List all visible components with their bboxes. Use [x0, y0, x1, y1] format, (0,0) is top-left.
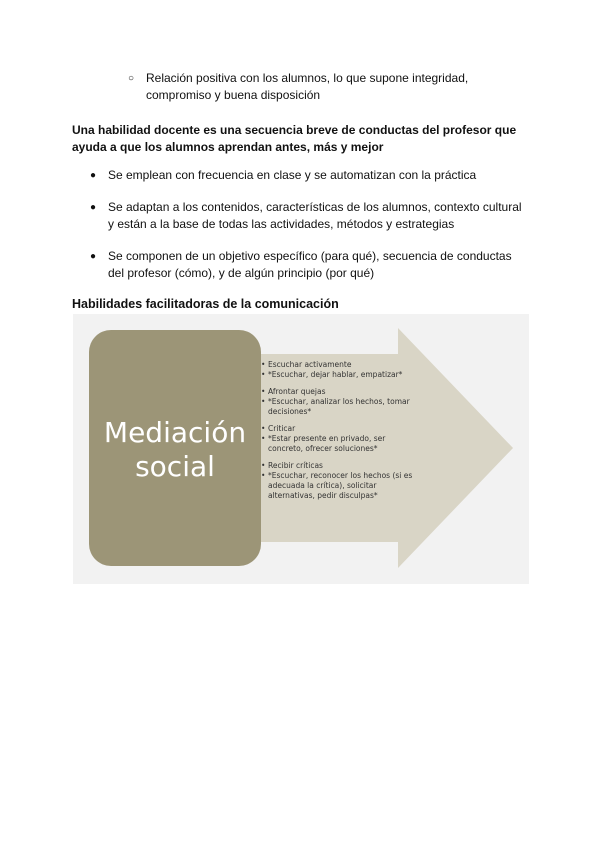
skill-group	[261, 424, 431, 454]
bullet-item	[90, 167, 530, 184]
box-title	[89, 416, 261, 484]
bullet-line-2: y están a la base de todas las actividades, métodos y estrategias	[108, 217, 455, 231]
filled-circle-bullet-icon: ●	[90, 170, 97, 181]
mediation-diagram	[73, 314, 529, 584]
skill-title: • Criticar	[261, 424, 431, 434]
box-title-line-1: Mediación	[103, 416, 247, 449]
skill-title: • Escuchar activamente	[261, 360, 431, 370]
bullet-line-1: Se emplean con frecuencia en clase y se automatizan con la práctica	[108, 168, 477, 182]
filled-circle-bullet-icon: ●	[90, 202, 97, 213]
skill-group	[261, 360, 431, 380]
skill-title: • Afrontar quejas	[261, 387, 431, 397]
skill-detail-line: • *Estar presente en privado, ser	[268, 434, 386, 443]
definition-paragraph	[72, 122, 532, 156]
skill-detail-line: • *Escuchar, reconocer los hechos (si es	[268, 471, 413, 480]
bullet-item	[90, 248, 530, 282]
bullet-line-2: del profesor (cómo), y de algún principio (por qué)	[108, 266, 375, 280]
bullet-line-1: Se adaptan a los contenidos, características de los alumnos, contexto cultural	[108, 200, 522, 214]
skill-detail: • *Escuchar, dejar hablar, empatizar*	[261, 370, 431, 380]
filled-circle-bullet-icon: ●	[90, 251, 97, 262]
skill-title: • Recibir críticas	[261, 461, 431, 471]
sub-bullet-line-2: compromiso y buena disposición	[146, 88, 321, 102]
definition-line-1: Una habilidad docente es una secuencia breve de conductas del profesor que	[72, 123, 517, 137]
skill-detail-line: concreto, ofrecer soluciones*	[268, 444, 378, 453]
skill-detail-line: adecuada la crítica), solicitar	[268, 481, 377, 490]
hollow-circle-bullet-icon: ○	[128, 73, 135, 84]
box-title-line-2: social	[135, 450, 215, 483]
sub-bullet-item	[128, 70, 508, 104]
sub-bullet-line-1: Relación positiva con los alumnos, lo que supone integridad,	[146, 71, 469, 85]
mediation-box	[89, 330, 261, 566]
skill-group	[261, 387, 431, 417]
skill-group	[261, 461, 431, 501]
skill-detail	[261, 397, 431, 417]
skill-detail-line: decisiones*	[268, 407, 312, 416]
definition-line-2: ayuda a que los alumnos aprendan antes, más y mejor	[72, 140, 384, 154]
skill-detail	[261, 471, 431, 501]
skill-detail	[261, 434, 431, 454]
skill-detail-line: • *Escuchar, analizar los hechos, tomar	[268, 397, 410, 406]
skill-detail-line: alternativas, pedir disculpas*	[268, 491, 378, 500]
section-heading: Habilidades facilitadoras de la comunicación	[72, 297, 339, 311]
skills-list	[261, 360, 431, 508]
bullet-item	[90, 199, 530, 233]
bullet-line-1: Se componen de un objetivo específico (para qué), secuencia de conductas	[108, 249, 512, 263]
